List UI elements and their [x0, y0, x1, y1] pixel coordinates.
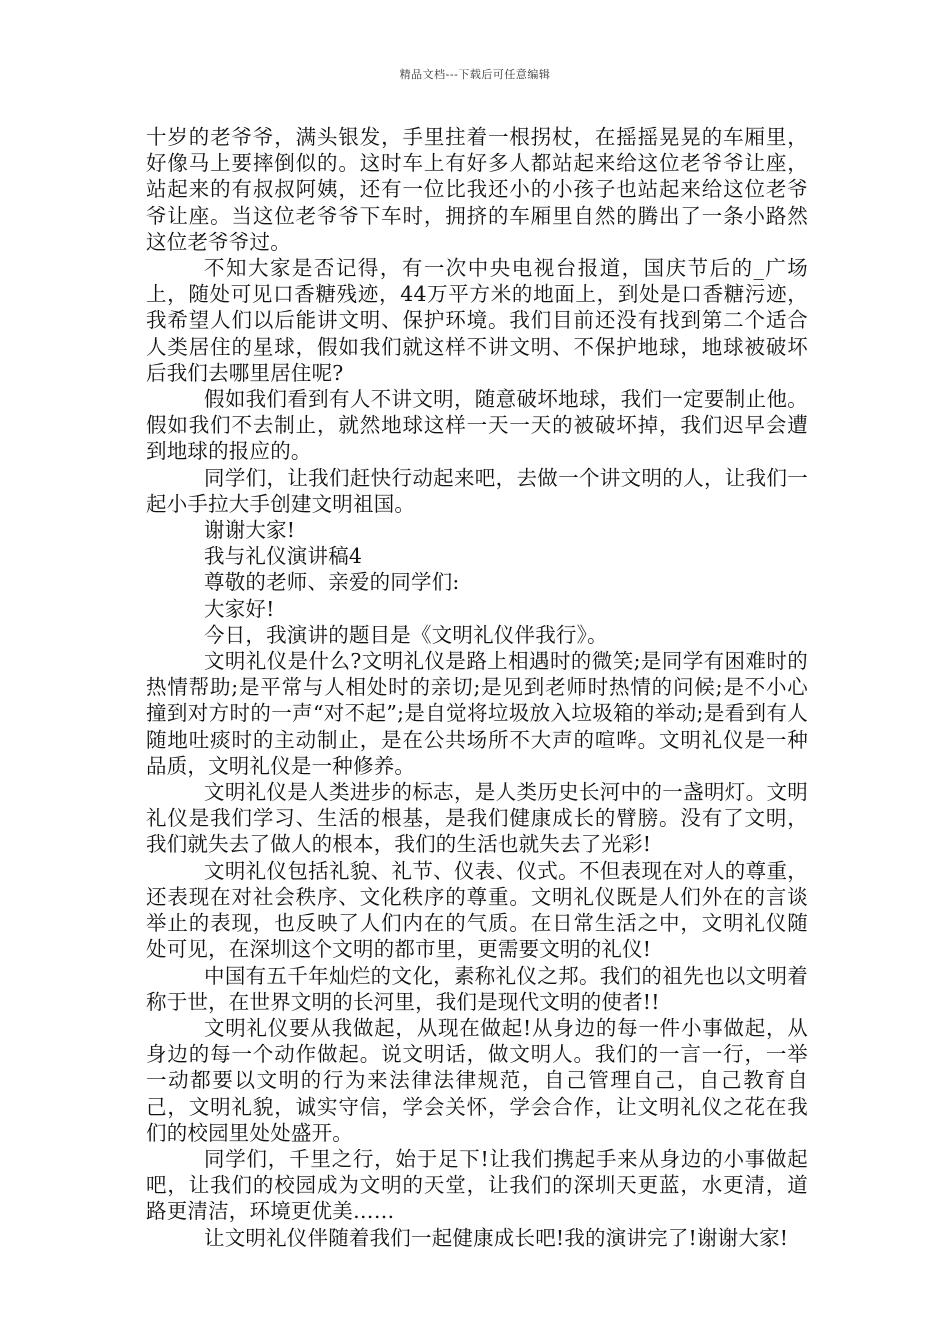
paragraph: 同学们，让我们赶快行动起来吧，去做一个讲文明的人，让我们一起小手拉大手创建文明祖国。 [146, 465, 808, 516]
document-body [146, 124, 808, 1251]
page-header: 精品文档---下载后可任意编辑 [399, 68, 551, 81]
paragraph: 文明礼仪是人类进步的标志，是人类历史长河中的一盏明灯。文明礼仪是我们学习、生活的根基，是我们健康成长的臂膀。没有了文明，我们就失去了做人的根本，我们的生活也就失去了光彩! [146, 780, 808, 857]
paragraph: 文明礼仪包括礼貌、礼节、仪表、仪式。不但表现在对人的尊重，还表现在对社会秩序、文化秩序的尊重。文明礼仪既是人们外在的言谈举止的表现，也反映了人们内在的气质。在日常生活之中，文明礼仪随处可见，在深圳这个文明的都市里，更需要文明的礼仪! [146, 858, 808, 962]
paragraph: 让文明礼仪伴随着我们一起健康成长吧!我的演讲完了!谢谢大家! [204, 1225, 789, 1250]
paragraph: 文明礼仪是什么?文明礼仪是路上相遇时的微笑;是同学有困难时的热情帮助;是平常与人相处时的亲切;是见到老师时热情的问候;是不小心撞到对方时的一声“对不起”;是自觉将垃圾放入垃圾箱的举动;是看到有人随地吐痰时的主动制止，是在公共场所不大声的喧哗。文明礼仪是一种品质，文明礼仪是一种修养。 [146, 649, 808, 778]
paragraph: 谢谢大家! [204, 518, 296, 543]
paragraph: 文明礼仪要从我做起，从现在做起!从身边的每一件小事做起，从身边的每一个动作做起。说文明话，做文明人。我们的一言一行，一举一动都要以文明的行为来法律法律规范，自己管理自己，自己教育自己，文明礼貌，诚实守信，学会关怀，学会合作，让文明礼仪之花在我们的校园里处处盛开。 [146, 1015, 808, 1145]
paragraph: 同学们，千里之行，始于足下!让我们携起手来从身边的小事做起吧，让我们的校园成为文明的天堂，让我们的深圳天更蓝，水更清，道路更清洁，环境更优美…… [146, 1146, 808, 1224]
greeting: 大家好! [204, 596, 275, 621]
paragraph: 今日，我演讲的题目是《文明礼仪伴我行》。 [204, 622, 608, 647]
paragraph: 中国有五千年灿烂的文化，素称礼仪之邦。我们的祖先也以文明着称于世，在世界文明的长河里，我们是现代文明的使者!! [146, 963, 808, 1014]
paragraph: 不知大家是否记得，有一次中央电视台报道，国庆节后的_广场上，随处可见口香糖残迹，44万平方米的地面上，到处是口香糖污迹，我希望人们以后能讲文明、保护环境。我们目前还没有找到第二个适合人类居住的星球，假如我们就这样不讲文明、不保护地球，地球被破坏后我们去哪里居住呢? [146, 256, 808, 385]
salutation: 尊敬的老师、亲爱的同学们: [204, 570, 460, 595]
speech-title: 我与礼仪演讲稿4 [204, 544, 363, 569]
paragraph: 十岁的老爷爷，满头银发，手里拄着一根拐杖，在摇摇晃晃的车厢里，好像马上要摔倒似的。这时车上有好多人都站起来给这位老爷爷让座，站起来的有叔叔阿姨，还有一位比我还小的小孩子也站起来给这位老爷爷让座。当这位老爷爷下车时，拥挤的车厢里自然的腾出了一条小路然这位老爷爷过。 [146, 125, 808, 254]
paragraph: 假如我们看到有人不讲文明，随意破坏地球，我们一定要制止他。假如我们不去制止，就然地球这样一天一天的被破坏掉，我们迟早会遭到地球的报应的。 [146, 387, 808, 464]
